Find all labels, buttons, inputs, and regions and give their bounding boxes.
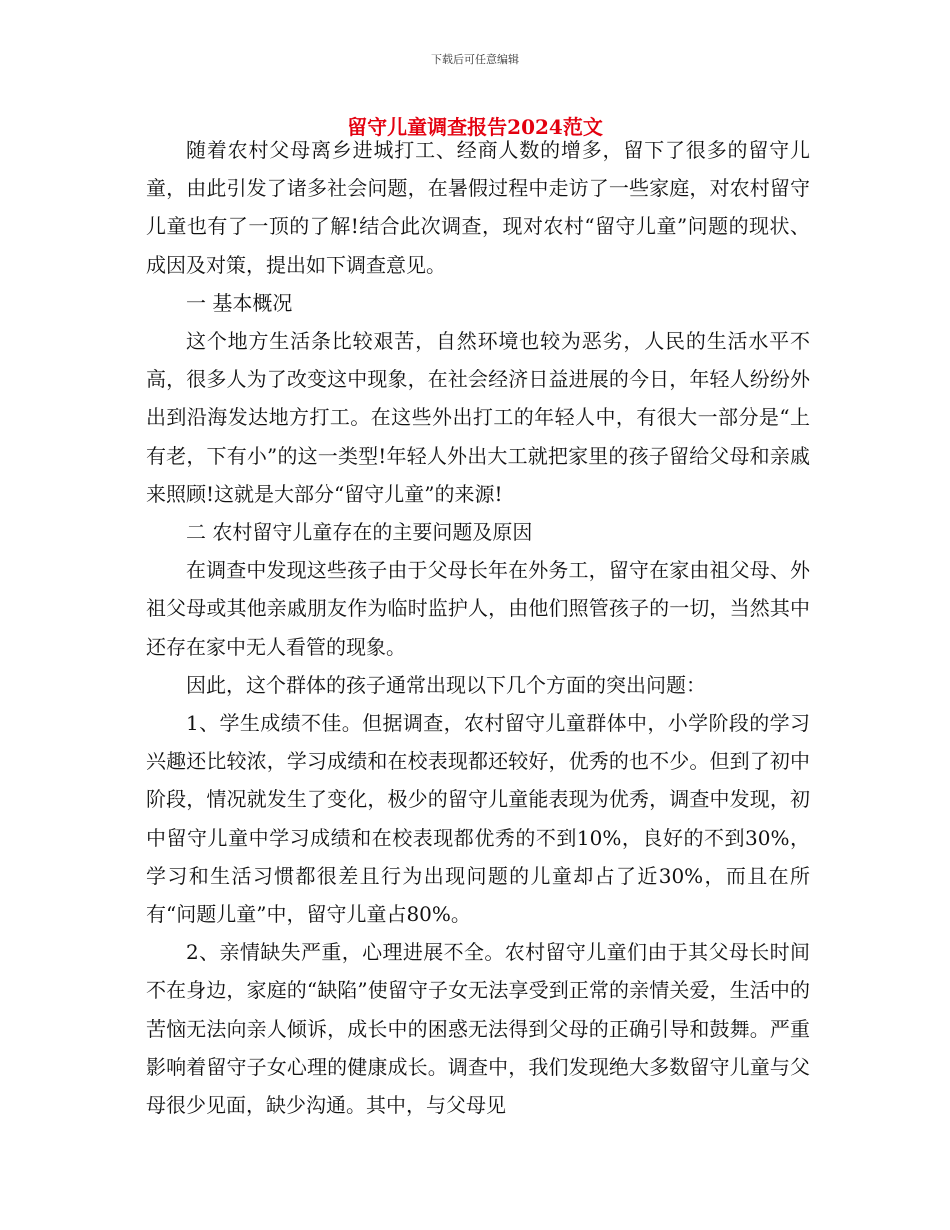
- paragraph-problem-1: 1、学生成绩不佳。但据调查，农村留守儿童群体中，小学阶段的学习兴趣还比较浓，学习成绩和在校表现都还较好，优秀的也不少。但到了初中阶段，情况就发生了变化，极少的留守儿童能表现为优秀，调查中发现，初中留守儿童中学习成绩和在校表现都优秀的不到10%，良好的不到30%，学习和生活习惯都很差且行为出现问题的儿童却占了近30%，而且在所有“问题儿童”中，留守儿童占80%。: [146, 711, 810, 927]
- section-heading-basic-overview: 一 基本概况: [186, 290, 293, 315]
- paragraph-intro: 随着农村父母离乡进城打工、经商人数的增多，留下了很多的留守儿童，由此引发了诸多社会问题，在暑假过程中走访了一些家庭，对农村留守儿童也有了一顶的了解!结合此次调查，现对农村“留守儿童”问题的现状、成因及对策，提出如下调查意见。: [146, 138, 810, 277]
- paragraph-overview: 这个地方生活条比较艰苦，自然环境也较为恶劣，人民的生活水平不高，很多人为了改变这中现象，在社会经济日益进展的今日，年轻人纷纷外出到沿海发达地方打工。在这些外出打工的年轻人中，有很大一部分是“上有老，下有小”的这一类型!年轻人外出大工就把家里的孩子留给父母和亲戚来照顾!这就是大部分“留守儿童”的来源!: [146, 329, 810, 506]
- document-body: [146, 131, 810, 1124]
- paragraph-problems-lead: 因此，这个群体的孩子通常出现以下几个方面的突出问题：: [186, 672, 706, 697]
- section-heading-main-problems: 二 农村留守儿童存在的主要问题及原因: [186, 520, 533, 545]
- document-title: 留守儿童调查报告2024范文: [347, 115, 603, 139]
- paragraph-guardians: 在调查中发现这些孩子由于父母长年在外务工，留守在家由祖父母、外祖父母或其他亲戚朋友作为临时监护人，由他们照管孩子的一切，当然其中还存在家中无人看管的现象。: [146, 558, 810, 659]
- page-header-note: 下载后可任意编辑: [431, 53, 519, 66]
- paragraph-problem-2: 2、亲情缺失严重，心理进展不全。农村留守儿童们由于其父母长时间不在身边，家庭的“缺陷”使留守子女无法享受到正常的亲情关爱，生活中的苦恼无法向亲人倾诉，成长中的困惑无法得到父母的正确引导和鼓舞。严重影响着留守子女心理的健康成长。调查中，我们发现绝大多数留守儿童与父母很少见面，缺少沟通。其中，与父母见: [146, 940, 810, 1118]
